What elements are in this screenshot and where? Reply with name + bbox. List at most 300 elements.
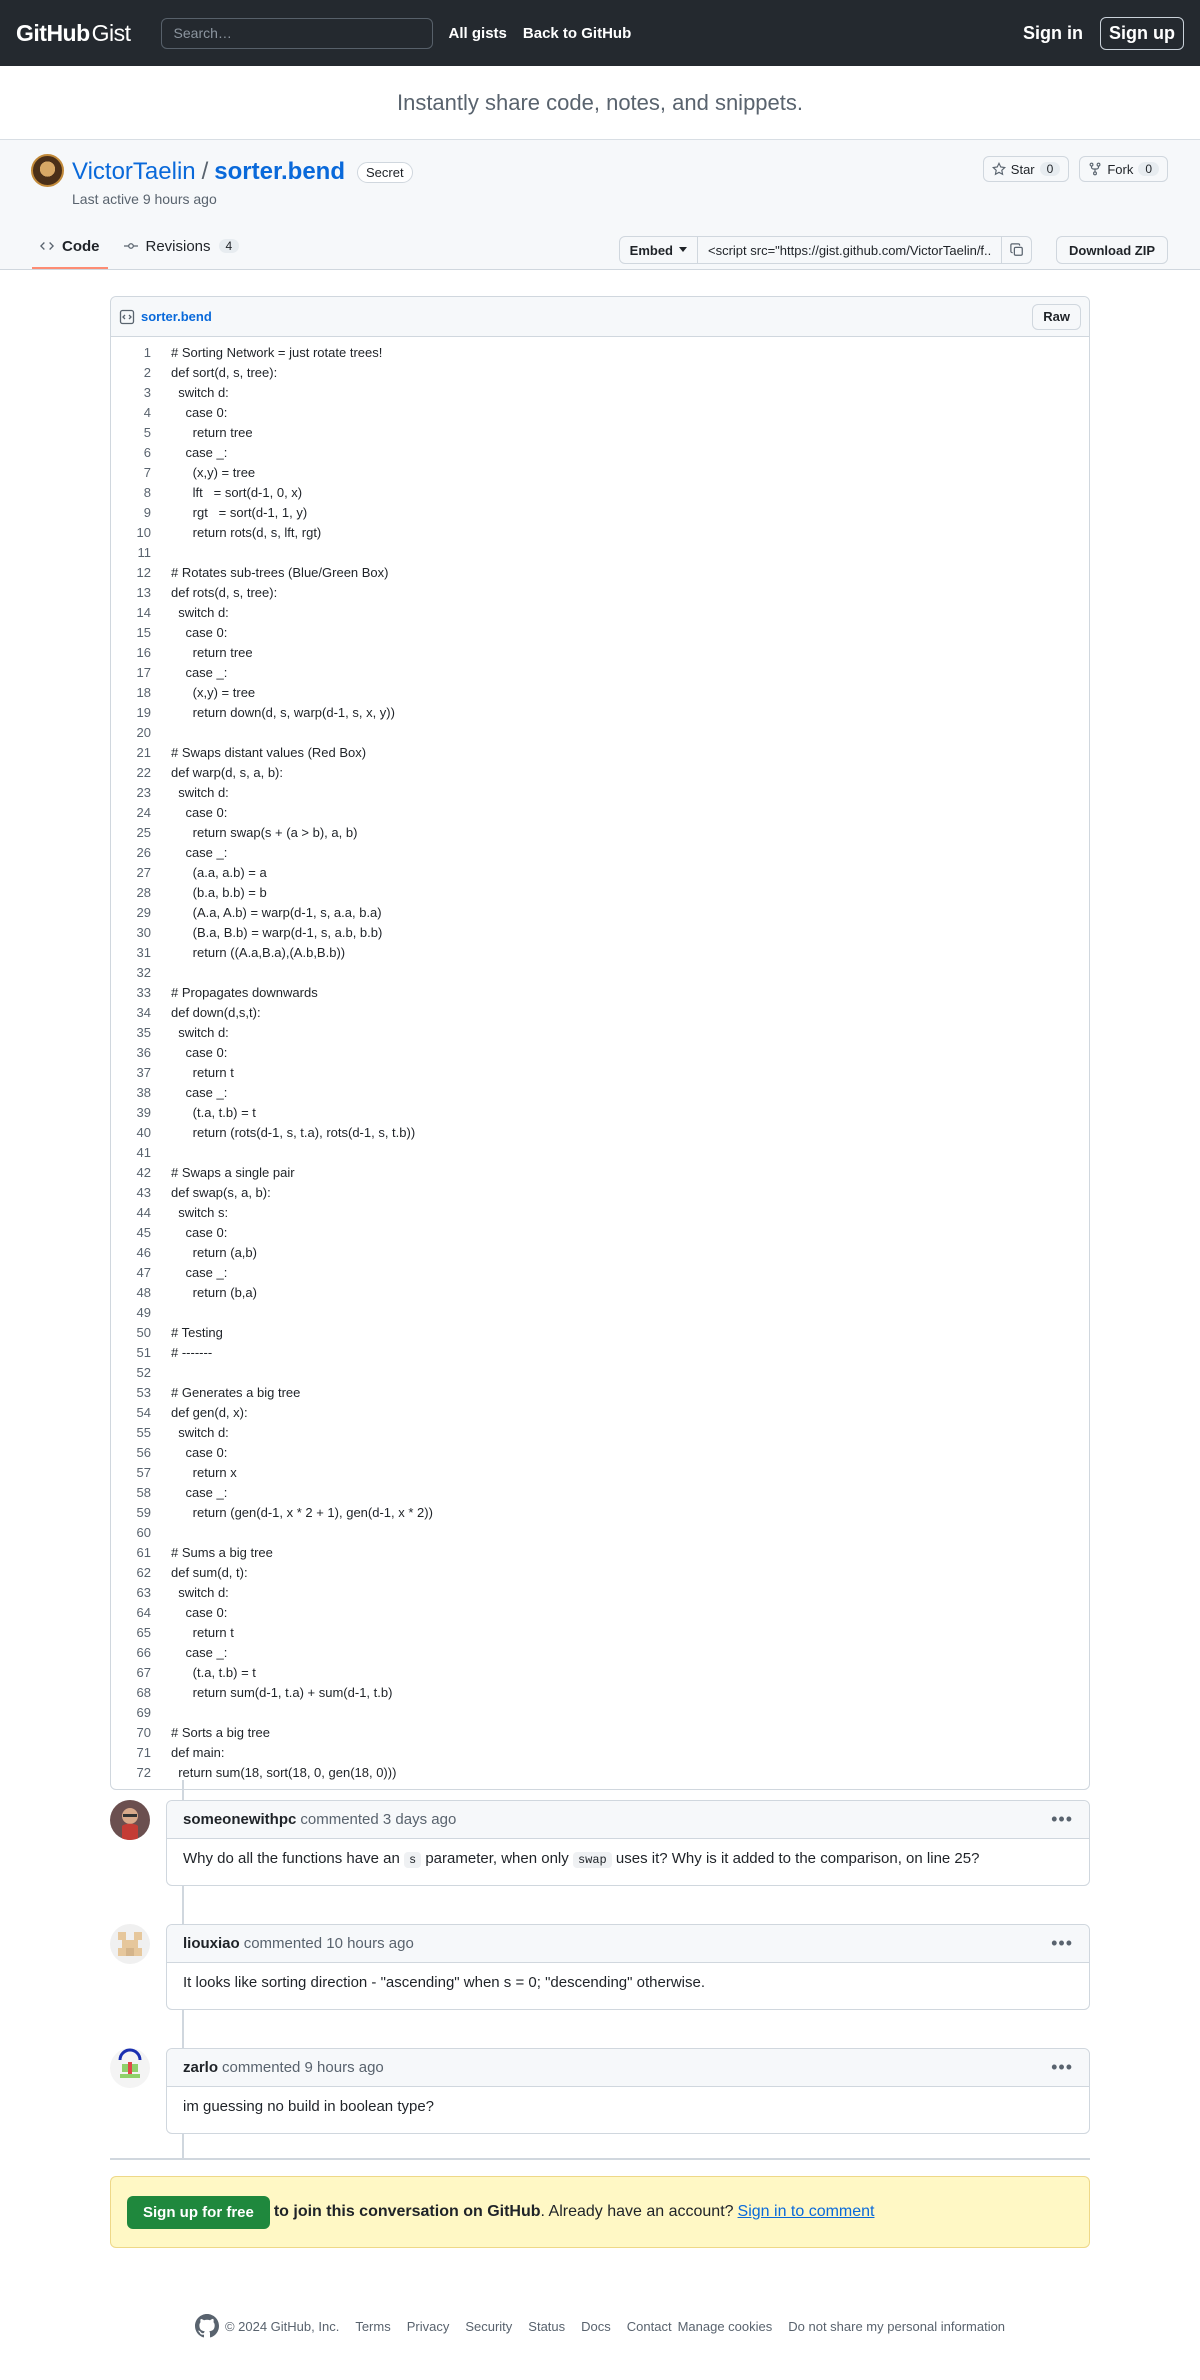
more-options-icon[interactable]: ••• xyxy=(1051,1933,1073,1953)
line-content: (x,y) = tree xyxy=(171,465,256,480)
code-line xyxy=(111,1003,1089,1023)
comment-body xyxy=(167,1839,1089,1885)
line-content: # Rotates sub-trees (Blue/Green Box) xyxy=(171,565,389,580)
line-content: case 0: xyxy=(171,1445,228,1460)
comment-box xyxy=(166,2048,1090,2134)
line-content: case _: xyxy=(171,1645,228,1660)
line-number[interactable]: 14 xyxy=(136,605,151,620)
code-line xyxy=(111,663,1089,683)
line-number[interactable]: 67 xyxy=(136,1665,151,1680)
more-options-icon[interactable]: ••• xyxy=(1051,1809,1073,1829)
code-line xyxy=(111,823,1089,843)
gist-name-link[interactable]: sorter.bend xyxy=(214,158,345,185)
line-number[interactable]: 8 xyxy=(143,485,151,500)
line-content: def swap(s, a, b): xyxy=(171,1185,271,1200)
sign-in-link[interactable]: Sign in xyxy=(1023,22,1083,43)
line-content: # Propagates downwards xyxy=(171,985,318,1000)
line-number[interactable]: 68 xyxy=(136,1685,151,1700)
embed-dropdown[interactable] xyxy=(619,236,698,264)
code-view xyxy=(111,337,1089,1789)
footer-security[interactable]: Security xyxy=(465,2318,513,2334)
owner-avatar[interactable] xyxy=(31,154,64,187)
comment-text: uses it? Why is it added to the comparison, on line 25? xyxy=(611,1850,980,1867)
code-line xyxy=(111,463,1089,483)
star-count: 0 xyxy=(1040,162,1061,176)
line-content xyxy=(151,1363,171,1383)
code-line xyxy=(111,1283,1089,1303)
code-line xyxy=(111,363,1089,383)
line-number[interactable]: 2 xyxy=(143,365,151,380)
star-label: Star xyxy=(1010,161,1035,177)
code-line xyxy=(111,603,1089,623)
caret-down-icon xyxy=(679,247,687,253)
line-number[interactable]: 70 xyxy=(136,1725,151,1740)
line-number[interactable]: 49 xyxy=(136,1305,151,1320)
nav-all-gists[interactable]: All gists xyxy=(448,24,507,42)
nav-back-to-github[interactable]: Back to GitHub xyxy=(522,24,632,42)
code-line xyxy=(111,1423,1089,1443)
comment-box xyxy=(166,1800,1090,1886)
code-line xyxy=(111,1443,1089,1463)
line-number[interactable]: 16 xyxy=(136,645,151,660)
line-number[interactable]: 38 xyxy=(136,1085,151,1100)
code-line xyxy=(111,1663,1089,1683)
line-number[interactable]: 54 xyxy=(136,1405,151,1420)
code-line xyxy=(111,1063,1089,1083)
line-number[interactable]: 60 xyxy=(136,1525,151,1540)
embed-url-input[interactable] xyxy=(698,236,1002,264)
line-number[interactable]: 48 xyxy=(136,1285,151,1300)
tagline: Instantly share code, notes, and snippets. xyxy=(0,66,1200,140)
code-line xyxy=(111,1363,1089,1383)
star-button[interactable] xyxy=(983,156,1070,182)
line-content: case 0: xyxy=(171,1045,228,1060)
line-content: (a.a, a.b) = a xyxy=(171,865,267,880)
code-line xyxy=(111,983,1089,1003)
line-number[interactable]: 9 xyxy=(143,505,151,520)
code-line xyxy=(111,643,1089,663)
join-text: . Already have an account? xyxy=(540,2203,734,2220)
code-line xyxy=(111,563,1089,583)
copy-embed-button[interactable] xyxy=(1002,236,1032,264)
line-number[interactable]: 44 xyxy=(136,1205,151,1220)
line-number[interactable]: 46 xyxy=(136,1245,151,1260)
line-content: case _: xyxy=(171,845,228,860)
line-number[interactable]: 30 xyxy=(136,925,151,940)
line-content: switch d: xyxy=(171,1425,229,1440)
code-line xyxy=(111,1123,1089,1143)
line-content: return sum(d-1, t.a) + sum(d-1, t.b) xyxy=(171,1685,393,1700)
line-content: (b.a, b.b) = b xyxy=(171,885,267,900)
footer-contact[interactable]: Contact xyxy=(626,2318,672,2334)
line-number[interactable]: 21 xyxy=(136,745,151,760)
line-content xyxy=(151,543,171,563)
code-line xyxy=(111,803,1089,823)
line-number[interactable]: 35 xyxy=(136,1025,151,1040)
line-number[interactable]: 58 xyxy=(136,1485,151,1500)
line-number[interactable]: 34 xyxy=(136,1005,151,1020)
line-content: return swap(s + (a > b), a, b) xyxy=(171,825,358,840)
line-content: case _: xyxy=(171,1485,228,1500)
line-content: (B.a, B.b) = warp(d-1, s, a.b, b.b) xyxy=(171,925,383,940)
line-number[interactable]: 66 xyxy=(136,1645,151,1660)
code-line xyxy=(111,1503,1089,1523)
line-content: switch d: xyxy=(171,1025,229,1040)
line-number[interactable]: 6 xyxy=(143,445,151,460)
line-content: # Testing xyxy=(171,1325,223,1340)
code-line xyxy=(111,503,1089,523)
line-number[interactable]: 43 xyxy=(136,1185,151,1200)
code-line xyxy=(111,903,1089,923)
line-content: case 0: xyxy=(171,405,228,420)
line-number[interactable]: 45 xyxy=(136,1225,151,1240)
line-content: return sum(18, sort(18, 0, gen(18, 0))) xyxy=(171,1765,397,1780)
copyright-text: © 2024 GitHub, Inc. xyxy=(224,2318,340,2334)
avatar-zarlo-icon xyxy=(110,2048,150,2088)
code-line xyxy=(111,923,1089,943)
line-content xyxy=(151,1303,171,1323)
line-content: return (gen(d-1, x * 2 + 1), gen(d-1, x * 2)) xyxy=(171,1505,433,1520)
comment-author[interactable]: liouxiao xyxy=(183,1935,240,1952)
line-number[interactable]: 63 xyxy=(136,1585,151,1600)
line-content: def rots(d, s, tree): xyxy=(171,585,278,600)
code-line xyxy=(111,543,1089,563)
code-line xyxy=(111,783,1089,803)
code-line xyxy=(111,483,1089,503)
line-content xyxy=(151,1143,171,1163)
last-active: Last active 9 hours ago xyxy=(72,191,217,207)
comment-author[interactable]: zarlo xyxy=(183,2059,219,2076)
line-content: def main: xyxy=(171,1745,225,1760)
line-number[interactable]: 55 xyxy=(136,1425,151,1440)
code-line xyxy=(111,623,1089,643)
line-number[interactable]: 65 xyxy=(136,1625,151,1640)
line-content: return ((A.a,B.a),(A.b,B.b)) xyxy=(171,945,346,960)
line-content: case _: xyxy=(171,665,228,680)
secret-badge: Secret xyxy=(357,162,413,183)
comment-header xyxy=(167,1801,1089,1839)
line-number[interactable]: 71 xyxy=(136,1745,151,1760)
code-line xyxy=(111,383,1089,403)
line-content xyxy=(151,1523,171,1543)
comment-author[interactable]: someonewithpc xyxy=(183,1811,297,1828)
line-content: return (a,b) xyxy=(171,1245,257,1260)
line-number[interactable]: 59 xyxy=(136,1505,151,1520)
tab-code[interactable] xyxy=(32,225,108,269)
logo-github-text: GitHub xyxy=(16,19,90,46)
code-line xyxy=(111,1343,1089,1363)
line-number[interactable]: 20 xyxy=(136,725,151,740)
code-line xyxy=(111,863,1089,883)
code-line xyxy=(111,1243,1089,1263)
line-content xyxy=(151,963,171,983)
footer-docs[interactable]: Docs xyxy=(581,2318,611,2334)
comment-meta[interactable]: commented 10 hours ago xyxy=(243,1935,414,1952)
code-line xyxy=(111,1743,1089,1763)
line-number[interactable]: 47 xyxy=(136,1265,151,1280)
code-line xyxy=(111,943,1089,963)
code-line xyxy=(111,1043,1089,1063)
code-line xyxy=(111,1623,1089,1643)
line-content: # ------- xyxy=(171,1345,213,1360)
footer-status[interactable]: Status xyxy=(528,2318,566,2334)
line-number[interactable]: 37 xyxy=(136,1065,151,1080)
code-line xyxy=(111,963,1089,983)
line-content: return x xyxy=(171,1465,237,1480)
line-number[interactable]: 11 xyxy=(137,545,151,560)
code-line xyxy=(111,1103,1089,1123)
line-number[interactable]: 32 xyxy=(136,965,151,980)
line-content: case 0: xyxy=(171,625,228,640)
code-line xyxy=(111,1463,1089,1483)
code-line xyxy=(111,703,1089,723)
line-content: # Sorting Network = just rotate trees! xyxy=(171,345,383,360)
embed-label: Embed xyxy=(629,242,673,258)
line-content: return tree xyxy=(171,425,253,440)
line-content: def sort(d, s, tree): xyxy=(171,365,278,380)
line-content: return rots(d, s, lft, rgt) xyxy=(171,525,322,540)
code-line xyxy=(111,1263,1089,1283)
line-content: return tree xyxy=(171,645,253,660)
line-content xyxy=(151,723,171,743)
line-number[interactable]: 53 xyxy=(136,1385,151,1400)
line-content: case 0: xyxy=(171,805,228,820)
line-number[interactable]: 27 xyxy=(136,865,151,880)
line-content: return t xyxy=(171,1625,234,1640)
comment-box xyxy=(166,1924,1090,2010)
line-content: def warp(d, s, a, b): xyxy=(171,765,283,780)
line-content: (x,y) = tree xyxy=(171,685,256,700)
line-number[interactable]: 57 xyxy=(136,1465,151,1480)
line-number[interactable]: 5 xyxy=(143,425,151,440)
file-header xyxy=(111,297,1089,337)
code-line xyxy=(111,763,1089,783)
download-zip-button[interactable]: Download ZIP xyxy=(1056,236,1168,264)
comment-meta[interactable]: commented 3 days ago xyxy=(300,1811,457,1828)
raw-button[interactable]: Raw xyxy=(1032,304,1081,330)
code-line xyxy=(111,523,1089,543)
tab-code-label: Code xyxy=(62,237,100,255)
file-code-icon xyxy=(119,309,135,325)
line-content: def sum(d, t): xyxy=(171,1565,248,1580)
comment-header xyxy=(167,1925,1089,1963)
line-number[interactable]: 56 xyxy=(136,1445,151,1460)
line-content: return (rots(d-1, s, t.a), rots(d-1, s, t.b)) xyxy=(171,1125,416,1140)
comment-meta[interactable]: commented 9 hours ago xyxy=(222,2059,384,2076)
gist-tabs xyxy=(32,225,247,269)
code-line xyxy=(111,1643,1089,1663)
line-number[interactable]: 7 xyxy=(143,465,151,480)
inline-code: swap xyxy=(573,1852,612,1868)
sign-in-to-comment-link[interactable]: Sign in to comment xyxy=(737,2203,875,2220)
line-number[interactable]: 64 xyxy=(136,1605,151,1620)
code-line xyxy=(111,723,1089,743)
line-number[interactable]: 18 xyxy=(136,685,151,700)
star-icon xyxy=(992,162,1006,176)
code-line xyxy=(111,1683,1089,1703)
line-content: def down(d,s,t): xyxy=(171,1005,261,1020)
tab-revisions-label: Revisions xyxy=(145,237,211,255)
code-line xyxy=(111,1323,1089,1343)
footer-manage-cookies[interactable]: Manage cookies xyxy=(677,2318,773,2334)
footer-terms[interactable]: Terms xyxy=(355,2318,391,2334)
footer-copyright xyxy=(195,2314,339,2338)
line-number[interactable]: 69 xyxy=(136,1705,151,1720)
fork-button[interactable] xyxy=(1079,156,1168,182)
comment-text: parameter, when only xyxy=(421,1850,573,1867)
top-header xyxy=(0,0,1200,66)
code-line xyxy=(111,743,1089,763)
line-number[interactable]: 15 xyxy=(136,625,151,640)
join-strong-text: to join this conversation on GitHub xyxy=(273,2203,541,2220)
line-content: case _: xyxy=(171,445,228,460)
code-line xyxy=(111,843,1089,863)
line-content: switch d: xyxy=(171,1585,229,1600)
line-number[interactable]: 24 xyxy=(136,805,151,820)
code-line xyxy=(111,1603,1089,1623)
file-box xyxy=(110,296,1090,1790)
code-line xyxy=(111,1483,1089,1503)
line-content: (t.a, t.b) = t xyxy=(171,1105,256,1120)
code-line xyxy=(111,1143,1089,1163)
comment-body: im guessing no build in boolean type? xyxy=(183,2098,435,2115)
line-number[interactable]: 39 xyxy=(136,1105,151,1120)
copy-icon xyxy=(1010,243,1024,257)
search-input[interactable] xyxy=(161,18,433,49)
line-number[interactable]: 28 xyxy=(136,885,151,900)
code-icon xyxy=(40,239,54,253)
inline-code: s xyxy=(404,1852,421,1868)
line-content: lft = sort(d-1, 0, x) xyxy=(171,485,303,500)
line-number[interactable]: 41 xyxy=(136,1145,151,1160)
line-number[interactable]: 72 xyxy=(136,1765,151,1780)
line-number[interactable]: 52 xyxy=(136,1365,151,1380)
footer-privacy[interactable]: Privacy xyxy=(406,2318,450,2334)
code-line xyxy=(111,1383,1089,1403)
line-number[interactable]: 10 xyxy=(136,525,151,540)
line-number[interactable]: 19 xyxy=(136,705,151,720)
line-content: return down(d, s, warp(d-1, s, x, y)) xyxy=(171,705,395,720)
code-line xyxy=(111,1583,1089,1603)
code-line xyxy=(111,1403,1089,1423)
line-number[interactable]: 31 xyxy=(136,945,151,960)
sign-up-for-free-button[interactable]: Sign up for free xyxy=(127,2196,270,2229)
line-content: switch s: xyxy=(171,1205,229,1220)
join-conversation-banner xyxy=(110,2176,1090,2248)
line-number[interactable]: 22 xyxy=(136,765,151,780)
owner-link[interactable]: VictorTaelin xyxy=(72,158,196,185)
line-number[interactable]: 26 xyxy=(136,845,151,860)
gist-header xyxy=(0,140,1200,270)
line-content: switch d: xyxy=(171,385,229,400)
code-line xyxy=(111,1223,1089,1243)
comment-body: It looks like sorting direction - "ascending" when s = 0; "descending" otherwise. xyxy=(183,1974,705,1991)
line-content: # Swaps a single pair xyxy=(171,1165,295,1180)
line-content: case 0: xyxy=(171,1605,228,1620)
code-line xyxy=(111,683,1089,703)
line-number[interactable]: 3 xyxy=(143,385,151,400)
code-line xyxy=(111,583,1089,603)
code-line xyxy=(111,883,1089,903)
code-line xyxy=(111,423,1089,443)
code-line xyxy=(111,1763,1089,1783)
line-content: return t xyxy=(171,1065,234,1080)
footer xyxy=(0,2314,1200,2338)
line-number[interactable]: 61 xyxy=(136,1545,151,1560)
footer-do-not-share[interactable]: Do not share my personal information xyxy=(788,2318,1006,2334)
line-number[interactable]: 13 xyxy=(136,585,151,600)
gist-title xyxy=(72,158,413,186)
code-line xyxy=(111,1183,1089,1203)
tab-revisions[interactable] xyxy=(116,225,248,269)
commenter-avatar[interactable] xyxy=(110,2048,150,2088)
line-number[interactable]: 36 xyxy=(136,1045,151,1060)
line-number[interactable]: 12 xyxy=(136,565,151,580)
line-number[interactable]: 17 xyxy=(136,665,151,680)
line-content: # Swaps distant values (Red Box) xyxy=(171,745,367,760)
line-number[interactable]: 23 xyxy=(136,785,151,800)
revisions-count: 4 xyxy=(219,239,240,253)
line-content: return (b,a) xyxy=(171,1285,257,1300)
code-line xyxy=(111,1703,1089,1723)
line-number[interactable]: 29 xyxy=(136,905,151,920)
line-number[interactable]: 42 xyxy=(136,1165,151,1180)
code-line xyxy=(111,1083,1089,1103)
embed-group xyxy=(619,236,1032,264)
comment-text: Why do all the functions have an xyxy=(183,1850,404,1867)
line-number[interactable]: 25 xyxy=(136,825,151,840)
line-content xyxy=(151,1703,171,1723)
line-number[interactable]: 40 xyxy=(136,1125,151,1140)
code-line xyxy=(111,343,1089,363)
line-content: # Sorts a big tree xyxy=(171,1725,270,1740)
file-name-link[interactable]: sorter.bend xyxy=(141,309,212,324)
fork-count: 0 xyxy=(1138,162,1159,176)
fork-label: Fork xyxy=(1107,161,1134,177)
comment-header xyxy=(167,2049,1089,2087)
auth-links xyxy=(1023,17,1184,50)
line-number[interactable]: 50 xyxy=(136,1325,151,1340)
line-content: case _: xyxy=(171,1085,228,1100)
github-gist-logo[interactable] xyxy=(16,20,131,47)
line-content: case _: xyxy=(171,1265,228,1280)
line-number[interactable]: 51 xyxy=(136,1345,151,1360)
commit-icon xyxy=(124,239,138,253)
fork-icon xyxy=(1088,162,1102,176)
sign-up-button[interactable]: Sign up xyxy=(1100,17,1184,50)
line-number[interactable]: 1 xyxy=(143,345,151,360)
line-content: case 0: xyxy=(171,1225,228,1240)
code-line xyxy=(111,1523,1089,1543)
commenter-avatar[interactable] xyxy=(110,1800,150,1840)
line-number[interactable]: 4 xyxy=(143,405,151,420)
code-line xyxy=(111,1303,1089,1323)
title-separator: / xyxy=(201,158,209,185)
avatar-someonewithpc-icon xyxy=(110,1800,150,1840)
logo-gist-text: Gist xyxy=(91,19,131,46)
commenter-avatar[interactable] xyxy=(110,1924,150,1964)
top-nav xyxy=(449,25,632,42)
more-options-icon[interactable]: ••• xyxy=(1051,2057,1073,2077)
github-mark-icon xyxy=(195,2314,219,2338)
line-number[interactable]: 33 xyxy=(136,985,151,1000)
line-number[interactable]: 62 xyxy=(136,1565,151,1580)
line-content: rgt = sort(d-1, 1, y) xyxy=(171,505,308,520)
code-line xyxy=(111,1203,1089,1223)
line-content: switch d: xyxy=(171,605,229,620)
code-line xyxy=(111,1023,1089,1043)
line-content: switch d: xyxy=(171,785,229,800)
